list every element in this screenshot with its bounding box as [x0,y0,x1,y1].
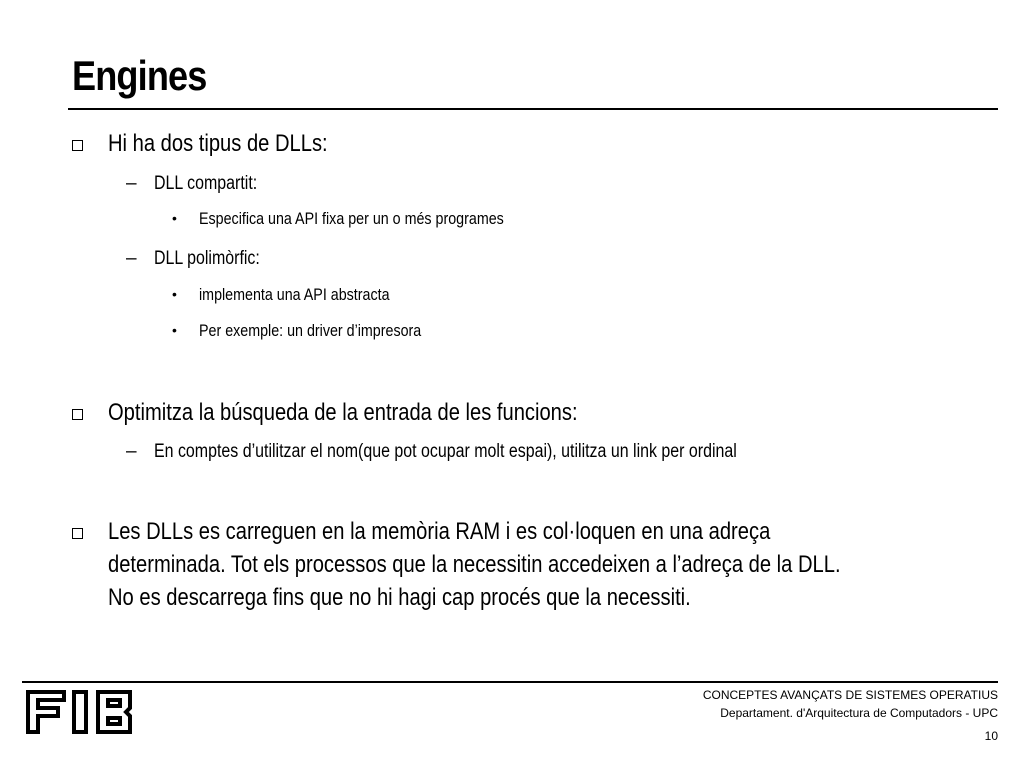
slide-title: Engines [72,52,207,99]
footer-divider [22,681,998,683]
footer-department: Departament. d'Arquitectura de Computadors - UPC [720,706,998,720]
bullet-level1: Les DLLs es carreguen en la memòria RAM i es col·loquen en una adreça [108,518,771,545]
bullet-level1: Hi ha dos tipus de DLLs: [108,130,328,157]
dot-marker: • [172,210,177,226]
dot-marker: • [172,286,177,302]
square-bullet-icon [72,409,83,420]
dash-marker: – [126,173,137,194]
square-bullet-icon [72,140,83,151]
dash-marker: – [126,248,137,269]
bullet-level1-continuation: No es descarrega fins que no hi hagi cap procés que la necessiti. [108,584,691,611]
fib-logo [24,688,140,736]
bullet-level2: DLL polimòrfic: [154,248,260,269]
page-number: 10 [984,729,998,743]
bullet-level3: Per exemple: un driver d’impresora [199,321,422,340]
bullet-level3: Especifica una API fixa per un o més programes [199,209,504,228]
bullet-level3: implementa una API abstracta [199,285,390,304]
dash-marker: – [126,441,137,462]
dot-marker: • [172,322,177,338]
bullet-level2: DLL compartit: [154,173,258,194]
title-divider [68,108,998,110]
bullet-level1: Optimitza la búsqueda de la entrada de les funcions: [108,399,578,426]
bullet-level1-continuation: determinada. Tot els processos que la necessitin accedeixen a l’adreça de la DLL. [108,551,841,578]
bullet-level2: En comptes d’utilitzar el nom(que pot ocupar molt espai), utilitza un link per ordinal [154,441,737,462]
square-bullet-icon [72,528,83,539]
footer-course: CONCEPTES AVANÇATS DE SISTEMES OPERATIUS [702,688,998,702]
